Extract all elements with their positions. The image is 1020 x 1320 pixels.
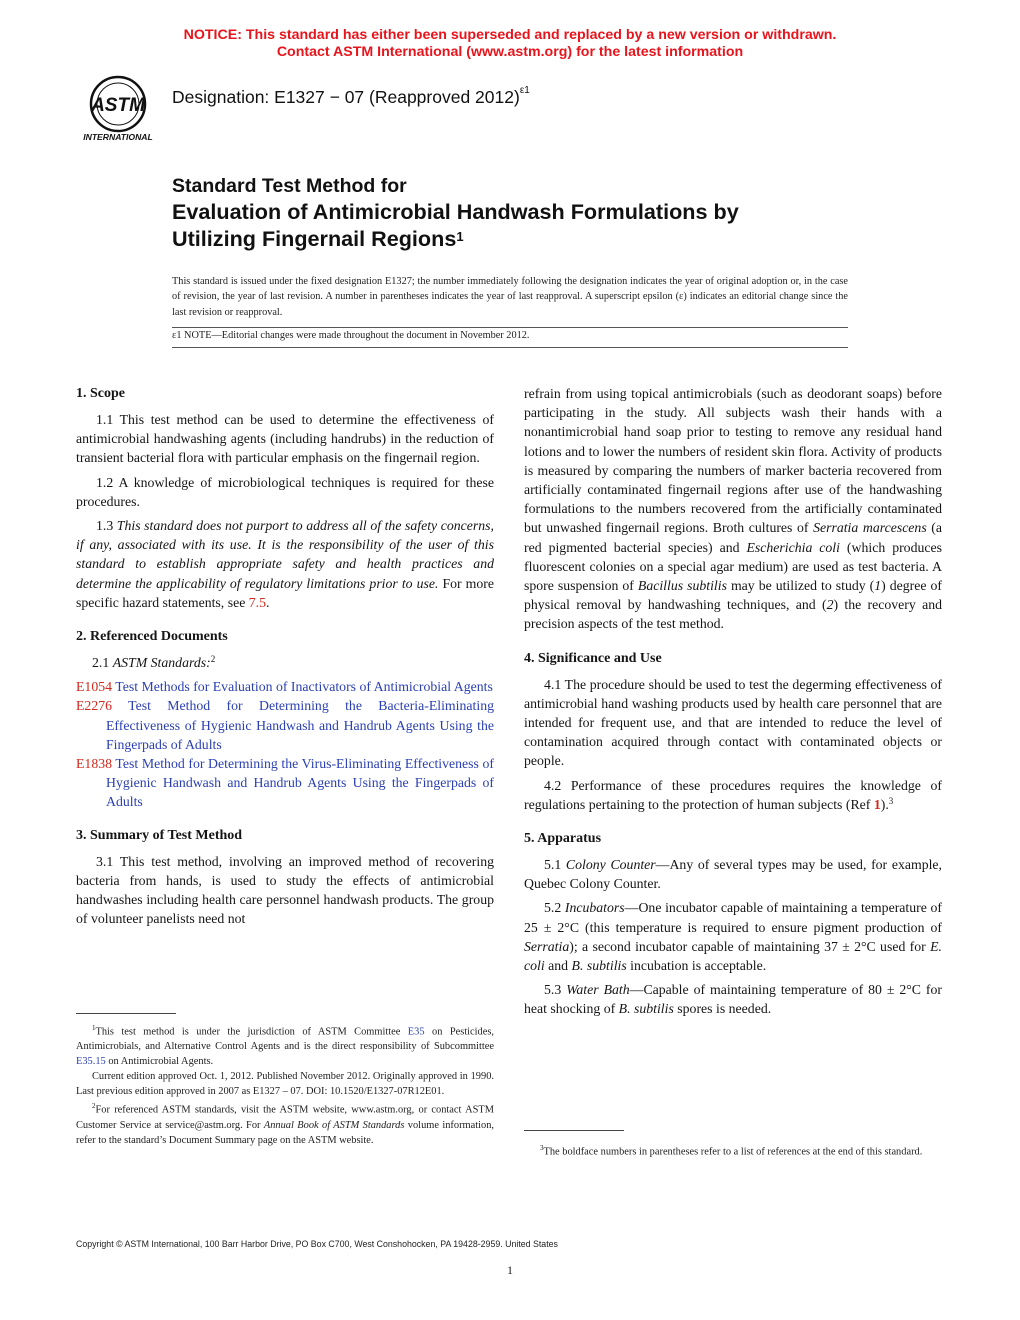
footnotes-right [524, 1141, 942, 1159]
title-line-3: Utilizing Fingernail Regions [172, 226, 457, 251]
apparatus-bsubtilis: B. subtilis [571, 958, 627, 974]
intro-num: 2.1 [92, 655, 113, 671]
significance-4-2 [524, 776, 942, 814]
copyright: Copyright © ASTM International, 100 Barr Harbor Drive, PO Box C700, West Conshohocken, PA 19428-2959. United States [76, 1239, 558, 1249]
scope-1-3 [76, 516, 494, 612]
title-sup: 1 [456, 229, 464, 244]
apparatus-and: and [544, 958, 572, 974]
apparatus-5-2-end: incubation is acceptable. [626, 958, 767, 974]
summary-3-1: 3.1 This test method, involving an improved method of recovering bacteria from hands, is used to study the effects of antimicrobial handwashes including health care personnel handwash products. The group of volunteer panelists need not [76, 853, 494, 927]
reference-title[interactable]: Test Methods for Evaluation of Inactivators of Antimicrobial Agents [115, 679, 493, 695]
footnote-1 [76, 1021, 494, 1069]
species-ecoli: Escherichia coli [746, 539, 840, 555]
astm-logo-mark [72, 74, 164, 146]
reference-e1054[interactable] [76, 677, 494, 696]
notice-line-2: Contact ASTM International (www.astm.org) for the latest information [276, 44, 744, 60]
title-line-2: Evaluation of Antimicrobial Handwash Formulations by [172, 199, 739, 224]
divider-bottom [172, 347, 848, 348]
apparatus-5-3 [524, 980, 942, 1018]
footnote-1-sup: 1 [92, 1024, 96, 1032]
significance-heading: 4. Significance and Use [524, 650, 662, 666]
footnote-2-b: volume information, refer to the standard’s Document Summary page on the ASTM website. [76, 1119, 494, 1146]
apparatus-5-1-term: Colony Counter [565, 857, 656, 873]
apparatus-5-1-text: —Any of several types may be used, for example, Quebec Colony Counter. [524, 857, 943, 892]
notice-line-1: NOTICE: This standard has either been superseded and replaced by a new version or withdrawn. [183, 27, 837, 43]
species-bacillus: Bacillus subtilis [637, 578, 727, 594]
intro-sup: 2 [210, 654, 216, 665]
apparatus-5-3-term: Water Bath [566, 982, 630, 998]
scope-1-3-tail: For more specific hazard statements, see [76, 575, 494, 610]
footnote-2-italic: Annual Book of ASTM Standards [263, 1119, 405, 1131]
footnote-3-text: The boldface numbers in parentheses refer to a list of references at the end of this standard. [543, 1146, 923, 1158]
reference-e2276[interactable] [76, 696, 494, 754]
significance-4-1: 4.1 The procedure should be used to test the degerming effectiveness of antimicrobial hand washing products used by health care personnel that are intended for frequent use, and that are intended to reduce the level of contamination acquired through contact with contaminated objects or people. [524, 676, 942, 769]
right-column [524, 384, 942, 1024]
logo-caption: INTERNATIONAL [83, 132, 153, 142]
summary-cont-a: refrain from using topical antimicrobials (such as deodorant soaps) before participating in the study. All subjects wash their hands with a nonantimicrobial hand soap prior to testing to remove any residual hand lotions and to lower the numbers of resident skin flora. Activity of products is measured by comparing the numbers of marker bacteria recovered from artificially contaminated fingernail regions after use of the handwashing formulations to the numbers recovered from the artificially contaminated but unwashed fingernail regions. Broth cultures of [524, 386, 942, 536]
apparatus-5-2-term: Incubators [564, 900, 625, 916]
issuance-statement [172, 274, 848, 320]
scope-1-3-end: . [266, 594, 270, 610]
reference-title[interactable]: Test Method for Determining the Virus-Eliminating Effectiveness of Hygienic Handwash and Handrub Agents Using the Fingerpads of Adults [106, 756, 495, 810]
designation [172, 87, 530, 108]
footnotes-left [76, 1021, 494, 1148]
summary-cont-b: (a red pigmented bacterial species) and [524, 520, 942, 555]
apparatus-5-1 [524, 855, 942, 893]
summary-heading: 3. Summary of Test Method [76, 827, 243, 843]
footnote-edition: Current edition approved Oct. 1, 2012. Published November 2012. Originally approved in 1990. Last previous edition approved in 2007 as E1327 – 07. DOI: 10.1520/E1327-07R12E01. [76, 1071, 494, 1098]
issuance-text: This standard is issued under the fixed designation E1327; the number immediately following the designation indicates the year of original adoption or, in the case of revision, the year of last revision. A number in parentheses indicates the year of last reapproval. A superscript epsilon (ε) indicates an editorial change since the last revision or reapproval. [172, 276, 848, 318]
referenced-heading: 2. Referenced Documents [76, 629, 228, 645]
footnote-2 [76, 1099, 494, 1147]
summary-cont-e: ) degree of physical removal by handwashing techniques, and ( [524, 578, 942, 613]
species-serratia: Serratia marcescens [813, 520, 927, 536]
footnote-1-b: on Pesticides, Antimicrobials, and Alternative Control Agents and is the direct responsibility of Subcommittee [76, 1026, 494, 1053]
significance-sup: 3 [888, 795, 894, 806]
reference-e1838[interactable] [76, 754, 494, 812]
left-column [76, 384, 494, 933]
apparatus-5-2-text: —One incubator capable of maintaining a temperature of 25 ± 2°C (this temperature is required to ensure pigment production of [524, 900, 942, 935]
apparatus-5-1-num: 5.1 [544, 857, 566, 873]
reference-code[interactable]: E1054 [76, 679, 113, 695]
scope-1-1: 1.1 This test method can be used to determine the effectiveness of antimicrobial handwashing agents (including handrubs) in the reduction of transient bacterial flora with particular emphasis on the fingernail region. [76, 412, 494, 466]
enum-2: 2 [826, 597, 834, 613]
section-link-7-5[interactable]: 7.5 [248, 594, 267, 610]
reference-code[interactable]: E1838 [76, 756, 113, 772]
astm-logo [72, 74, 164, 146]
apparatus-ecoli: E. coli [524, 938, 942, 974]
reference-code[interactable]: E2276 [76, 698, 113, 714]
summary-continued [524, 384, 942, 634]
enum-1: 1 [874, 578, 882, 594]
subcommittee-link-e35-15[interactable]: E35.15 [76, 1056, 106, 1068]
logo-mark-text: ASTM [91, 95, 145, 116]
intro-italic: ASTM Standards: [112, 655, 211, 671]
designation-text: Designation: E1327 − 07 (Reapproved 2012) [172, 87, 520, 107]
footnote-3-sup: 3 [540, 1144, 544, 1152]
designation-sup: ε1 [519, 85, 530, 96]
footnote-2-a: For referenced ASTM standards, visit the ASTM website, www.astm.org, or contact ASTM Customer Service at service@astm.org. For [76, 1104, 494, 1131]
reference-link-1[interactable]: 1 [873, 796, 881, 812]
apparatus-5-2-text2: ); a second incubator capable of maintaining 37 ± 2°C used for [569, 938, 931, 954]
astm-standards-intro [76, 653, 494, 672]
significance-4-2-a: 4.2 Performance of these procedures requires the knowledge of regulations pertaining to the protection of human subjects (Ref [524, 777, 942, 812]
page-number: 1 [507, 1263, 513, 1277]
apparatus-5-2-num: 5.2 [544, 900, 565, 916]
apparatus-5-3-bsubtilis: B. subtilis [618, 1001, 674, 1017]
footnote-1-c: on Antimicrobial Agents. [105, 1056, 214, 1068]
footnote-2-sup: 2 [92, 1102, 96, 1111]
document-title [172, 174, 872, 252]
apparatus-5-3-end: spores is needed. [673, 1001, 772, 1017]
committee-link-e35[interactable]: E35 [407, 1026, 425, 1038]
apparatus-heading: 5. Apparatus [524, 831, 602, 847]
footnote-1-a: This test method is under the jurisdiction of ASTM Committee [95, 1026, 408, 1038]
apparatus-5-3-text: —Capable of maintaining temperature of 80 ± 2°C for heat shocking of [524, 982, 942, 1017]
apparatus-5-2 [524, 898, 942, 975]
epsilon-note: ε1 NOTE—Editorial changes were made throughout the document in November 2012. [172, 330, 530, 341]
reference-title[interactable]: Test Method for Determining the Bacteria-Eliminating Effectiveness of Hygienic Handwash and Handrub Agents Using the Fingerpads of Adults [106, 698, 494, 752]
scope-1-3-num: 1.3 [96, 518, 117, 534]
apparatus-serratia: Serratia [524, 938, 570, 954]
title-line-1: Standard Test Method for [172, 175, 407, 197]
scope-heading: 1. Scope [76, 386, 125, 401]
withdrawal-notice [0, 27, 1020, 61]
footnote-rule-left [76, 1013, 176, 1014]
summary-cont-d: may be utilized to study ( [726, 578, 875, 594]
apparatus-5-3-num: 5.3 [544, 982, 567, 998]
divider-top [172, 327, 848, 328]
significance-4-2-b: ). [880, 796, 889, 812]
summary-cont-c: (which produces fluorescent colonies on a special agar medium) are used as test bacteria. A spore suspension of [524, 539, 942, 594]
scope-1-3-italic: This standard does not purport to address all of the safety concerns, if any, associated with its use. It is the responsibility of the user of this standard to establish appropriate safety and health practices and determine the applicability of regulatory limitations prior to use. [76, 518, 494, 591]
summary-cont-f: ) the recovery and precision aspects of the test method. [524, 597, 942, 632]
footnote-rule-right [524, 1130, 624, 1131]
footnote-3 [524, 1141, 942, 1159]
scope-1-2: 1.2 A knowledge of microbiological techniques is required for these procedures. [76, 474, 494, 509]
